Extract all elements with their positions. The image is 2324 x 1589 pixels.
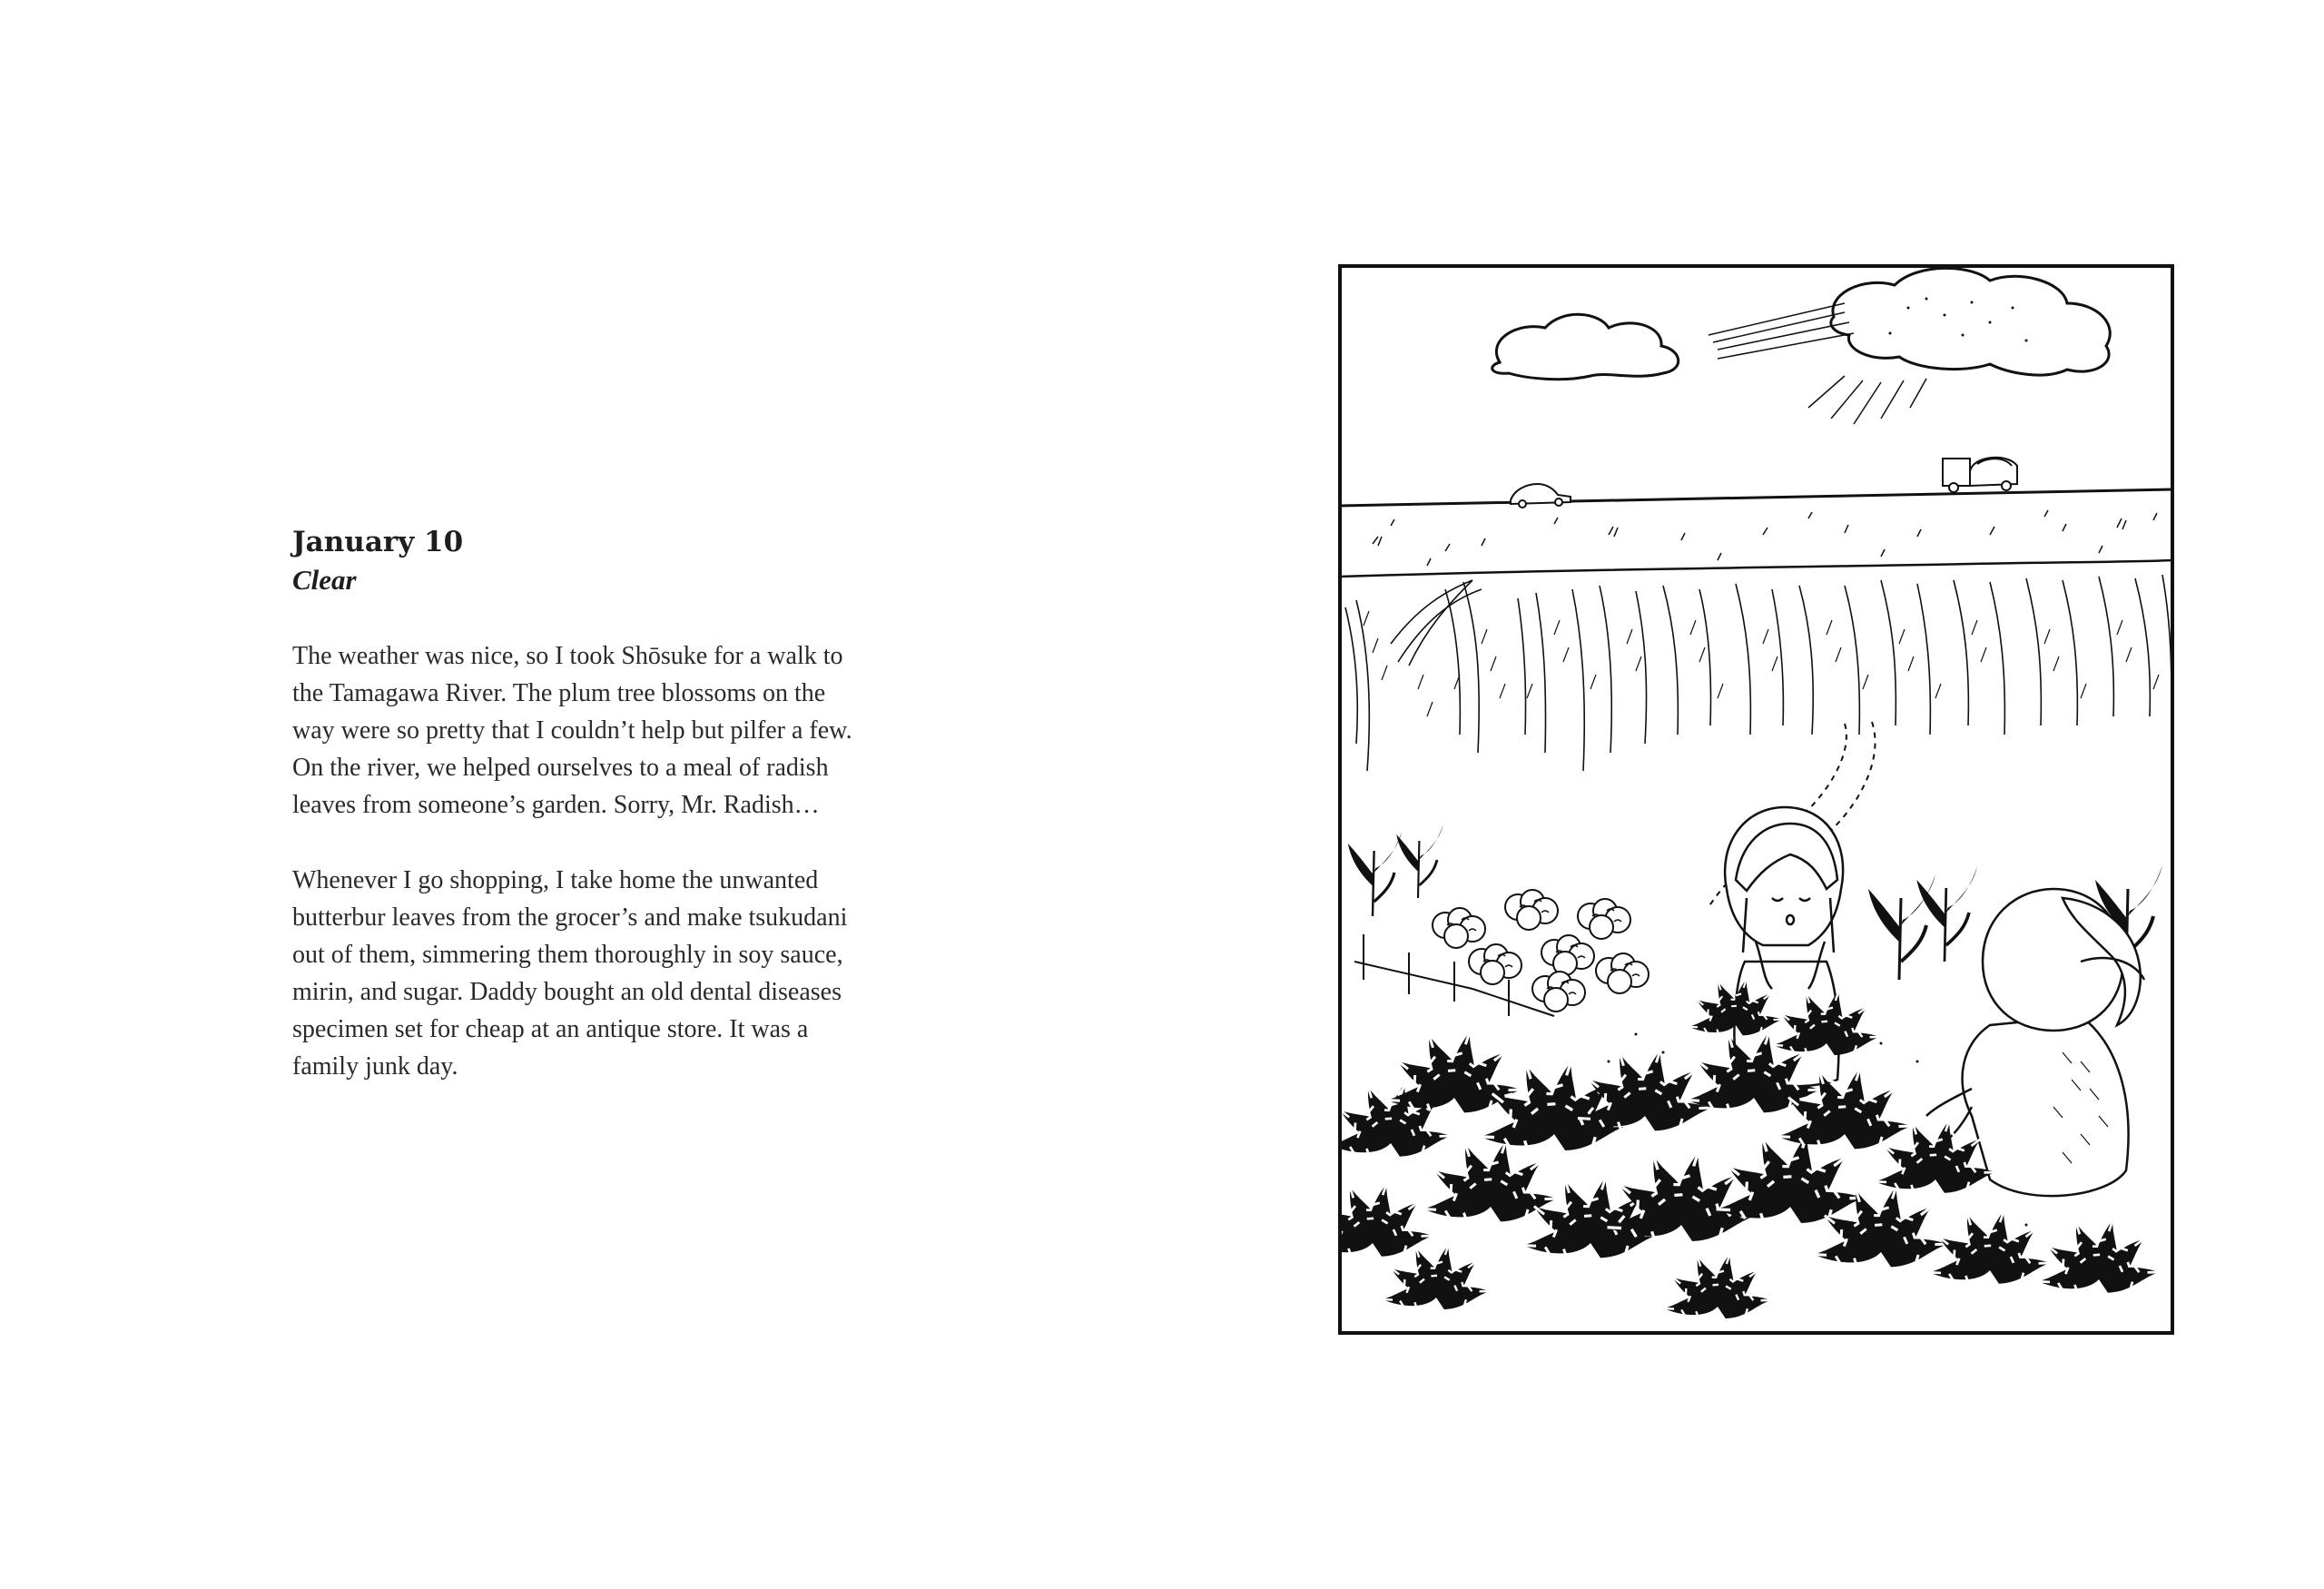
illustration-panel xyxy=(1336,262,2176,1337)
text-line: way were so pretty that I couldn’t help but pilfer a few. xyxy=(292,716,852,745)
text-line: specimen set for cheap at an antique store. It was a xyxy=(292,1015,809,1043)
entry-paragraph-1 xyxy=(292,637,928,824)
diary-entry xyxy=(292,523,928,1123)
text-line: On the river, we helped ourselves to a meal of radish xyxy=(292,754,829,782)
text-line: butterbur leaves from the grocer’s and make tsukudani xyxy=(292,903,848,932)
text-line: Whenever I go shopping, I take home the unwanted xyxy=(292,866,819,894)
entry-paragraph-2 xyxy=(292,862,928,1085)
riverside-field-drawing xyxy=(1336,262,2176,1337)
text-line: mirin, and sugar. Daddy bought an old dental diseases xyxy=(292,978,842,1006)
entry-date: January 10 xyxy=(292,526,464,558)
entry-weather: Clear xyxy=(292,564,357,596)
text-line: the Tamagawa River. The plum tree blossoms on the xyxy=(292,679,826,707)
text-line: The weather was nice, so I took Shōsuke for a walk to xyxy=(292,642,843,670)
text-line: out of them, simmering them thoroughly in soy sauce, xyxy=(292,941,843,969)
text-line: family junk day. xyxy=(292,1052,458,1081)
entry-body xyxy=(292,637,928,1085)
text-line: leaves from someone’s garden. Sorry, Mr. Radish… xyxy=(292,791,820,819)
